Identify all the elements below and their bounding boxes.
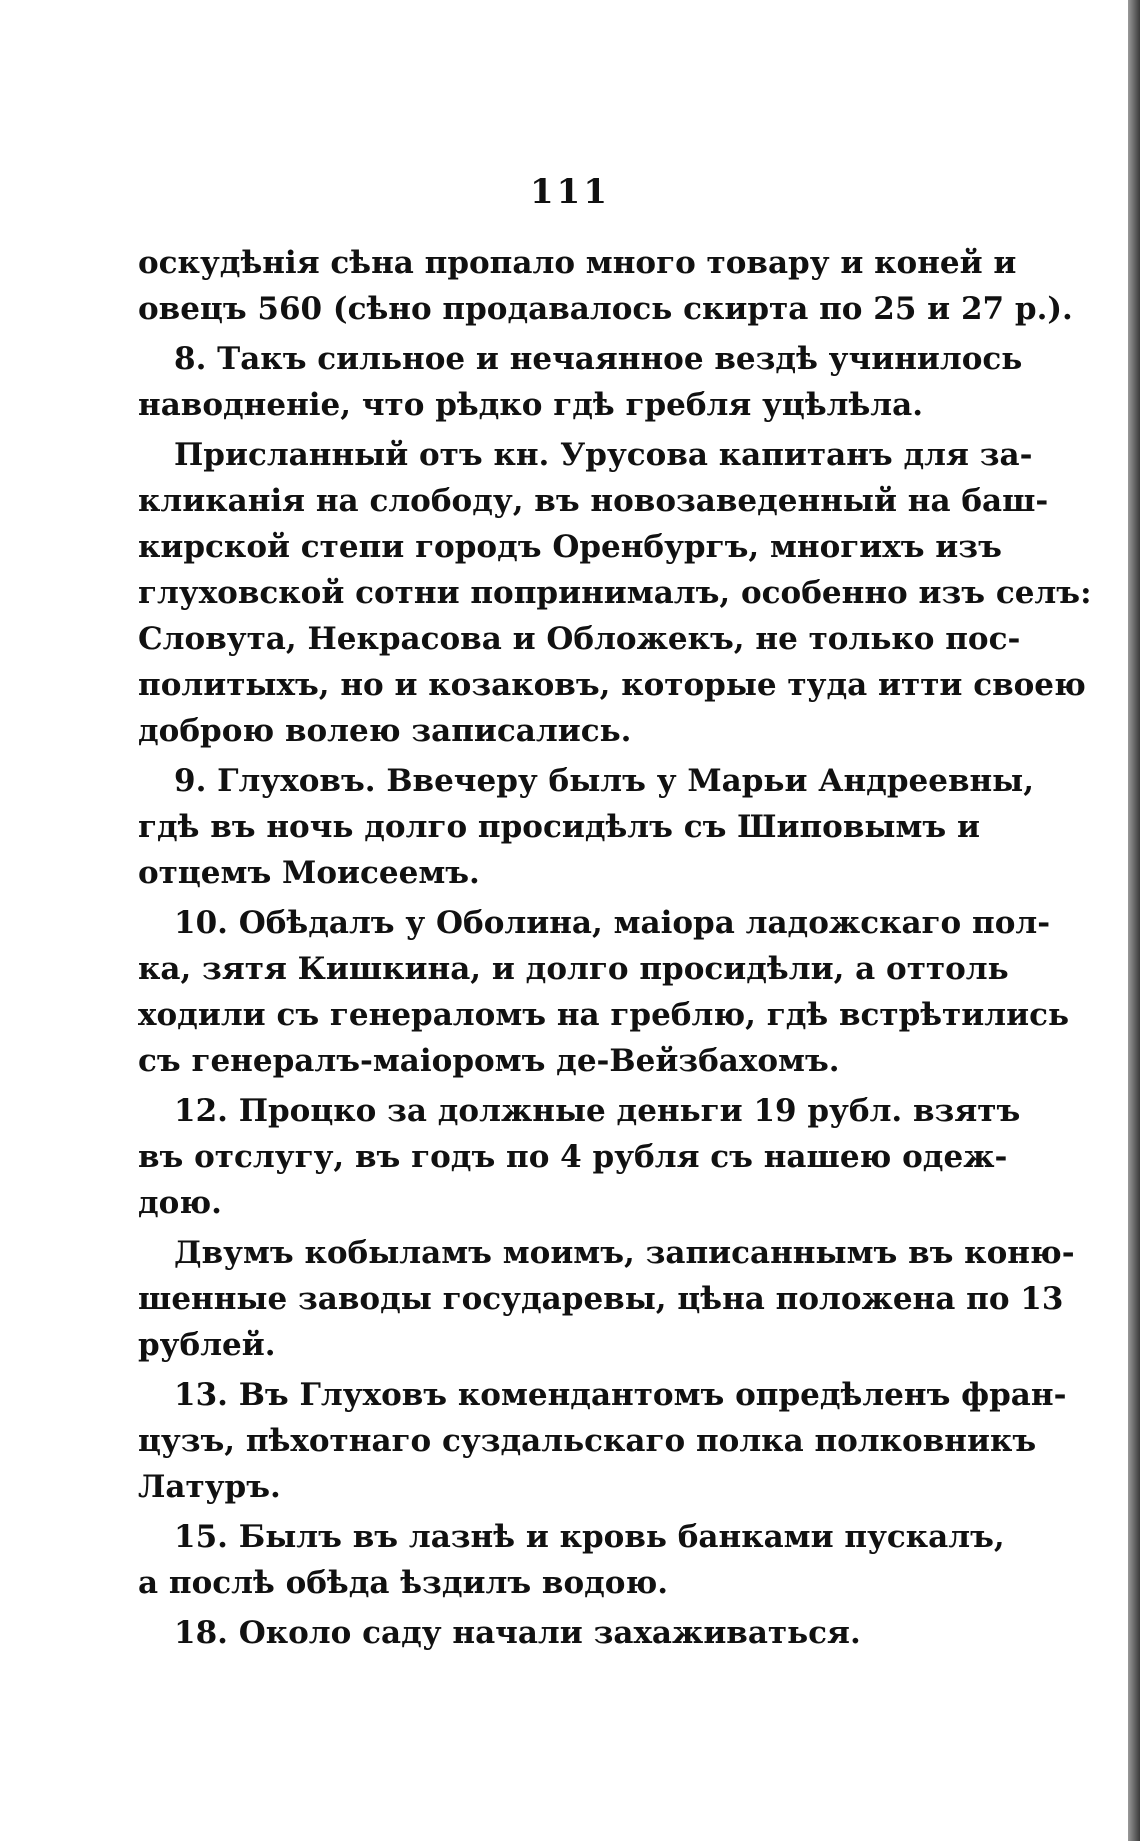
- text-line: глуховской сотни попринималъ, особенно изъ селъ:: [138, 575, 1092, 611]
- paragraph-entry-10: [138, 900, 1070, 1084]
- text-line: кликанія на слободу, въ новозаведенный на баш-: [138, 483, 1049, 519]
- paragraph-mares: [138, 1230, 1075, 1368]
- text-line: 15. Былъ въ лазнѣ и кровь банками пускалъ,: [174, 1519, 1005, 1555]
- text-line: рублей.: [138, 1327, 276, 1363]
- text-line: дою.: [138, 1185, 222, 1221]
- text-line: гдѣ въ ночь долго просидѣлъ съ Шиповымъ и: [138, 809, 980, 845]
- text-line: доброю волею записались.: [138, 713, 632, 749]
- page-edge-shadow: [1128, 0, 1140, 1841]
- text-line: 8. Такъ сильное и нечаянное вездѣ учинилось: [174, 341, 1023, 377]
- text-line: цузъ, пѣхотнаго суздальскаго полка полковникъ: [138, 1423, 1037, 1459]
- text-line: а послѣ обѣда ѣздилъ водою.: [138, 1565, 669, 1601]
- text-line: кирской степи городъ Оренбургъ, многихъ изъ: [138, 529, 1002, 565]
- text-line: 9. Глуховъ. Ввечеру былъ у Марьи Андреевны,: [174, 763, 1035, 799]
- paragraph-entry-8: [138, 336, 1023, 428]
- text-line: 10. Обѣдалъ у Оболина, маіора ладожскаго пол-: [174, 905, 1051, 941]
- text-line: 13. Въ Глуховъ комендантомъ опредѣленъ фран-: [174, 1377, 1067, 1413]
- text-line: съ генералъ-маіоромъ де-Вейзбахомъ.: [138, 1043, 840, 1079]
- text-line: Присланный отъ кн. Урусова капитанъ для за-: [174, 437, 1033, 473]
- text-line: въ отслугу, въ годъ по 4 рубля съ нашею одеж-: [138, 1139, 1008, 1175]
- text-line: 12. Процко за должные деньги 19 рубл. взятъ: [174, 1093, 1021, 1129]
- paragraph-hay-shortage: [138, 240, 1073, 332]
- text-line: Латуръ.: [138, 1469, 281, 1505]
- paragraph-entry-18: [138, 1610, 950, 1656]
- text-line: овецъ 560 (сѣно продавалось скирта по 25 и 27 р.).: [138, 291, 1073, 327]
- paragraph-entry-13: [138, 1372, 1067, 1510]
- text-line: 18. Около саду начали захаживаться.: [174, 1615, 861, 1651]
- paragraph-orenburg: [138, 432, 1092, 754]
- page-text: [138, 240, 1092, 1660]
- text-line: оскудѣнія сѣна пропало много товару и коней и: [138, 245, 1017, 281]
- text-line: отцемъ Моисеемъ.: [138, 855, 480, 891]
- text-line: Словута, Некрасова и Обложекъ, не только пос-: [138, 621, 1021, 657]
- text-line: шенные заводы государевы, цѣна положена по 13: [138, 1281, 1064, 1317]
- text-line: наводненіе, что рѣдко гдѣ гребля уцѣлѣла.: [138, 387, 924, 423]
- paragraph-entry-15: [138, 1514, 1005, 1606]
- text-line: политыхъ, но и козаковъ, которые туда итти своею: [138, 667, 1086, 703]
- text-line: ка, зятя Кишкина, и долго просидѣли, а оттоль: [138, 951, 1009, 987]
- text-line: Двумъ кобыламъ моимъ, записаннымъ въ коню-: [174, 1235, 1075, 1271]
- text-line: ходили съ генераломъ на греблю, гдѣ встрѣтились: [138, 997, 1070, 1033]
- page-number: 111: [530, 172, 610, 212]
- paragraph-entry-12: [138, 1088, 1021, 1226]
- paragraph-entry-9: [138, 758, 1035, 896]
